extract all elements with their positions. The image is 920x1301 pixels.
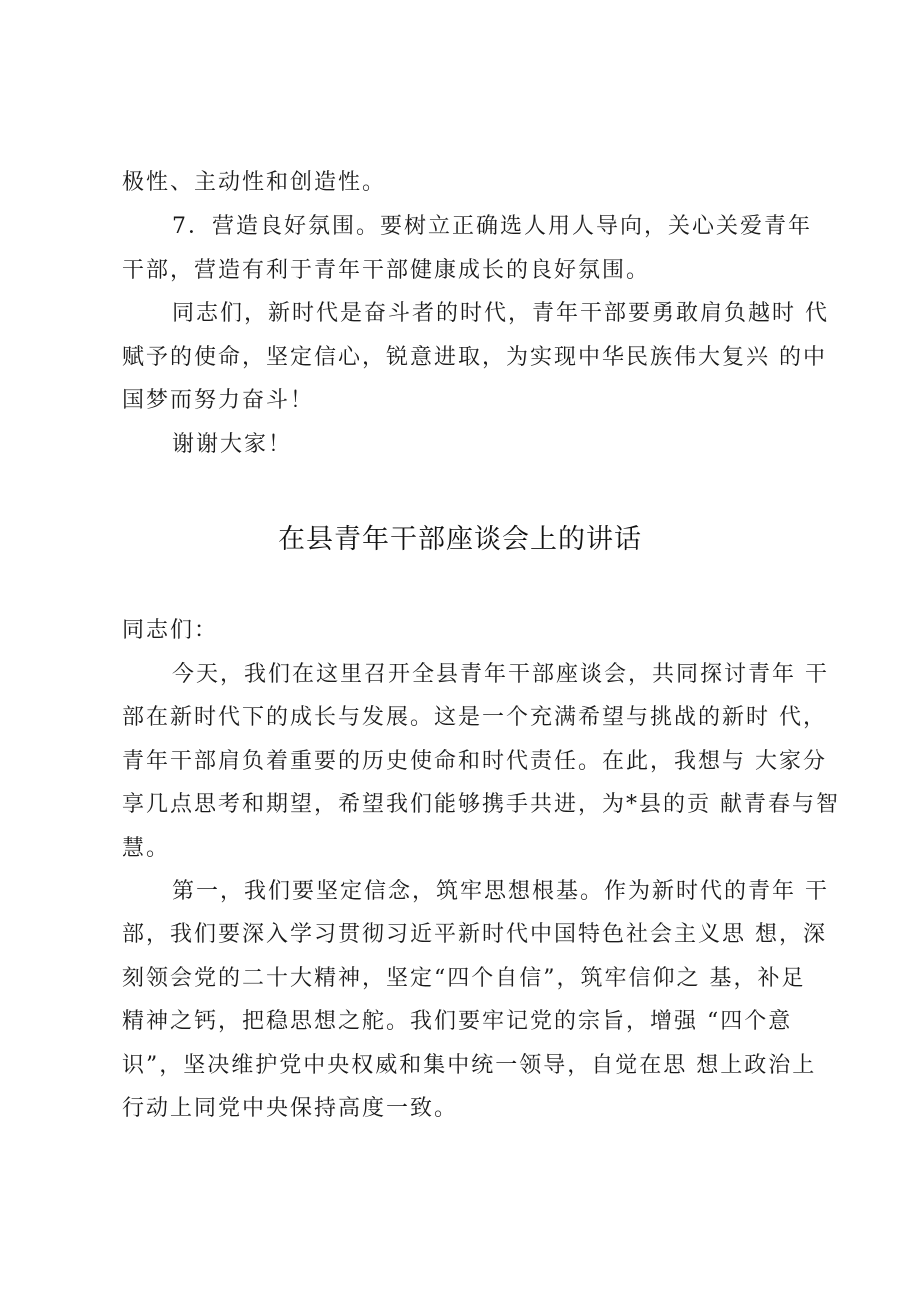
- salutation: 同志们：: [122, 618, 219, 643]
- paragraph-line: 国梦而努力奋斗！: [122, 388, 315, 413]
- paragraph-line: 慧。: [122, 836, 171, 861]
- speech-title: 在县青年干部座谈会上的讲话: [278, 524, 642, 555]
- paragraph-line: 今天，我们在这里召开全县青年干部座谈会，共同探讨青年 干: [172, 662, 829, 687]
- paragraph-line: 部在新时代下的成长与发展。这是一个充满希望与挑战的新时 代，: [122, 705, 827, 730]
- paragraph-line: 谢谢大家！: [172, 432, 293, 457]
- paragraph-line: 干部，营造有利于青年干部健康成长的良好氛围。: [122, 258, 651, 283]
- paragraph-line: 7．营造良好氛围。要树立正确选人用人导向，关心关爱青年: [172, 214, 812, 239]
- paragraph-line: 极性、主动性和创造性。: [122, 170, 387, 195]
- paragraph-line: 精神之钙，把稳思想之舵。我们要牢记党的宗旨，增强 “四个意: [122, 1009, 793, 1034]
- paragraph-line: 享几点思考和期望，希望我们能够携手共进，为*县的贡 献青春与智: [122, 792, 840, 817]
- paragraph-line: 赋予的使命，坚定信心，锐意进取，为实现中华民族伟大复兴 的中: [122, 345, 827, 370]
- paragraph-line: 第一，我们要坚定信念，筑牢思想根基。作为新时代的青年 干: [172, 879, 829, 904]
- paragraph-line: 部，我们要深入学习贯彻习近平新时代中国特色社会主义思 想，深: [122, 922, 827, 947]
- paragraph-line: 刻领会党的二十大精神，坚定“四个自信”，筑牢信仰之 基，补足: [122, 966, 806, 991]
- paragraph-line: 行动上同党中央保持高度一致。: [122, 1096, 459, 1121]
- paragraph-line: 青年干部肩负着重要的历史使命和时代责任。在此，我想与 大家分: [122, 749, 827, 774]
- paragraph-line: 识”，坚决维护党中央权威和集中统一领导，自觉在思 想上政治上: [122, 1053, 817, 1078]
- paragraph-line: 同志们，新时代是奋斗者的时代，青年干部要勇敢肩负越时 代: [172, 301, 829, 326]
